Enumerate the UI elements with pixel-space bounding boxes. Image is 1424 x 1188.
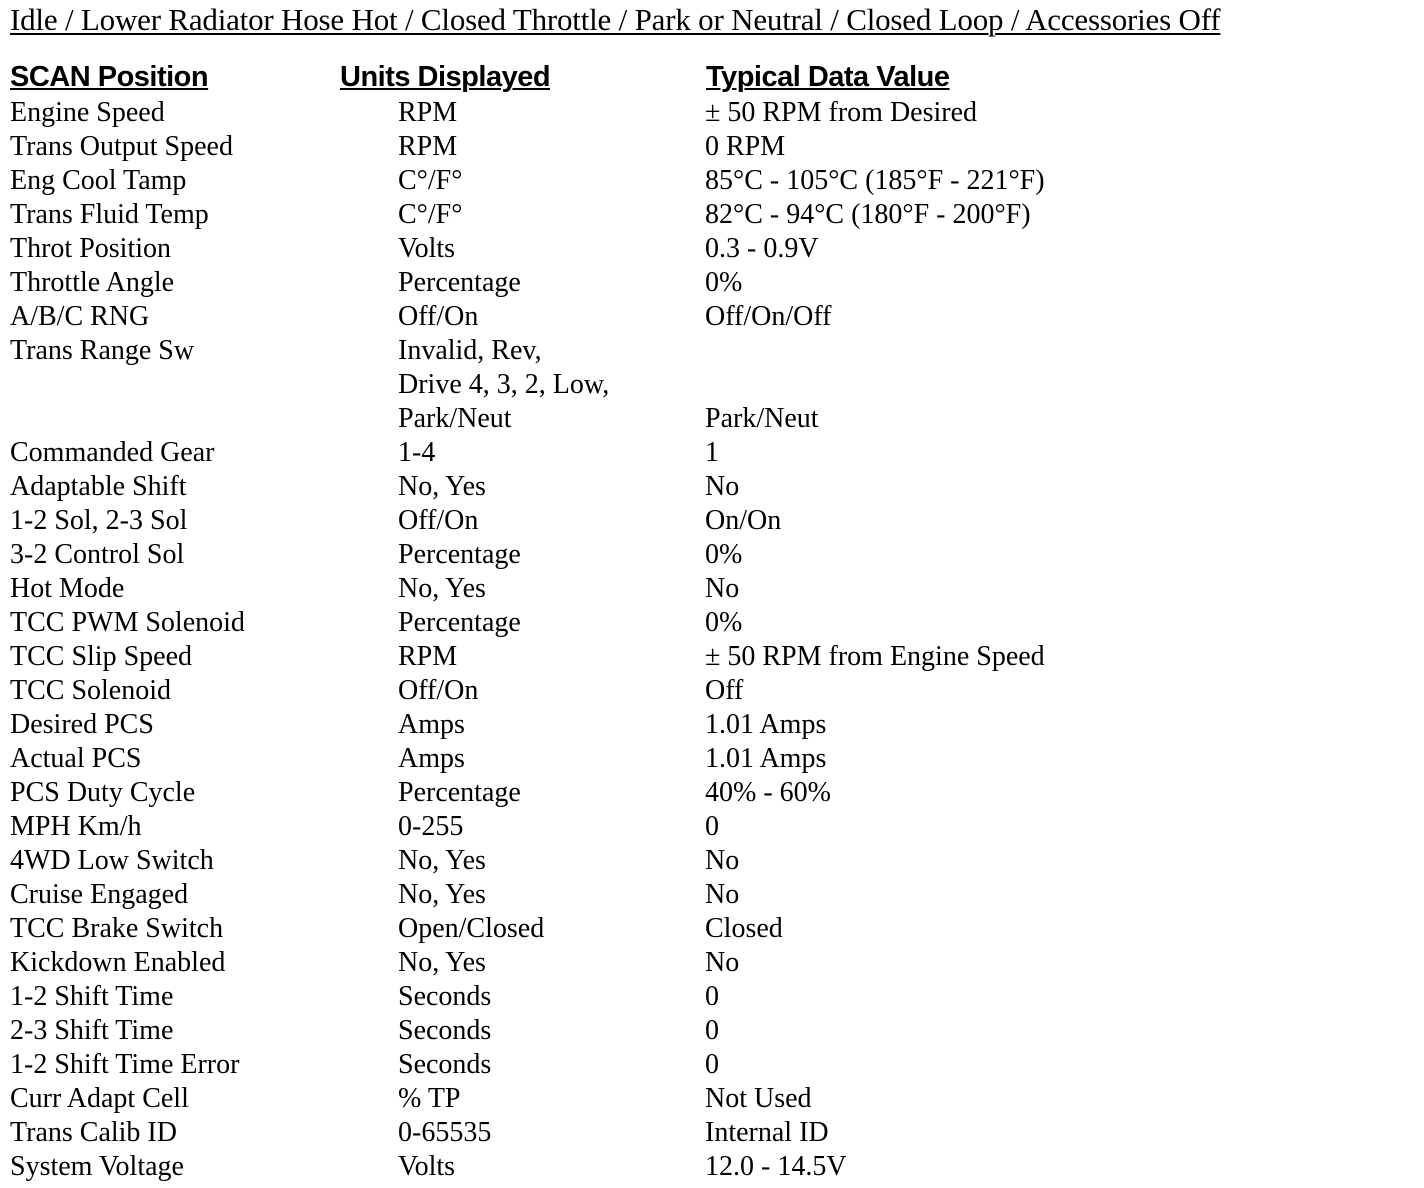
value-line: 1 <box>705 437 719 468</box>
value-line: 1.01 Amps <box>705 743 827 774</box>
units-displayed-cell <box>398 810 463 844</box>
units-displayed-cell <box>398 470 486 504</box>
units-displayed-cell <box>398 96 457 130</box>
table-row <box>0 1082 1424 1116</box>
units-displayed-cell <box>398 1082 461 1116</box>
value-line: Closed <box>705 913 783 944</box>
typical-data-value-cell <box>705 980 719 1014</box>
typical-data-value-cell <box>705 436 719 470</box>
value-line: Not Used <box>705 1083 812 1114</box>
value-line: Internal ID <box>705 1117 829 1148</box>
units-displayed-cell <box>398 946 486 980</box>
typical-data-value-cell <box>705 946 739 980</box>
units-line: Percentage <box>398 267 521 298</box>
units-displayed-cell <box>398 538 521 572</box>
table-row <box>0 742 1424 776</box>
value-line: 0 RPM <box>705 131 786 162</box>
units-line: Percentage <box>398 607 521 638</box>
units-line: C°/F° <box>398 165 463 196</box>
value-line <box>705 368 819 402</box>
units-displayed-cell <box>398 436 435 470</box>
units-line: 1-4 <box>398 437 436 468</box>
typical-data-value-cell <box>705 776 831 810</box>
scan-position-cell: 1-2 Shift Time <box>10 981 174 1012</box>
typical-data-value-cell <box>705 130 785 164</box>
value-line: No <box>705 947 740 978</box>
units-displayed-cell <box>398 1048 491 1082</box>
units-line: Seconds <box>398 981 492 1012</box>
table-row <box>0 606 1424 640</box>
units-line: Amps <box>398 743 465 774</box>
scan-position-cell: Kickdown Enabled <box>10 947 226 978</box>
header-units-displayed: Units Displayed <box>340 61 551 93</box>
units-line: No, Yes <box>398 879 486 910</box>
scan-position-cell: Eng Cool Tamp <box>10 165 187 196</box>
table-row <box>0 504 1424 538</box>
units-line: Off/On <box>398 505 479 536</box>
scan-position-cell: MPH Km/h <box>10 811 142 842</box>
scan-position-cell: TCC PWM Solenoid <box>10 607 245 638</box>
value-line: 0% <box>705 607 743 638</box>
typical-data-value-cell <box>705 1048 719 1082</box>
scan-position-cell: TCC Brake Switch <box>10 913 224 944</box>
table-row <box>0 334 1424 436</box>
scan-position-cell: Trans Calib ID <box>10 1117 177 1148</box>
scan-position-cell: TCC Solenoid <box>10 675 172 706</box>
typical-data-value-cell <box>705 470 739 504</box>
table-row <box>0 232 1424 266</box>
units-line: Drive 4, 3, 2, Low, <box>398 369 610 400</box>
typical-data-value-cell <box>705 640 1045 674</box>
units-line: Park/Neut <box>398 403 512 434</box>
units-displayed-cell <box>398 878 486 912</box>
units-line: Seconds <box>398 1015 492 1046</box>
units-displayed-cell <box>398 232 455 266</box>
typical-data-value-cell <box>705 708 826 742</box>
units-displayed-cell <box>398 504 478 538</box>
value-line: 85°C - 105°C (185°F - 221°F) <box>705 165 1045 196</box>
table-row <box>0 708 1424 742</box>
value-line: Off <box>705 675 744 706</box>
value-line: No <box>705 573 740 604</box>
scan-position-cell: Curr Adapt Cell <box>10 1083 189 1114</box>
scan-position-cell: 1-2 Sol, 2-3 Sol <box>10 505 188 536</box>
units-line: Volts <box>398 1151 456 1182</box>
units-displayed-cell <box>398 164 462 198</box>
value-line: 1.01 Amps <box>705 709 827 740</box>
value-line: No <box>705 845 740 876</box>
typical-data-value-cell <box>705 844 739 878</box>
value-line: ± 50 RPM from Desired <box>705 97 978 128</box>
scan-position-cell: Trans Fluid Temp <box>10 199 209 230</box>
scan-position-cell: Cruise Engaged <box>10 879 189 910</box>
typical-data-value-cell <box>705 334 819 436</box>
units-line: Off/On <box>398 301 479 332</box>
units-displayed-cell <box>398 266 521 300</box>
table-row <box>0 946 1424 980</box>
units-displayed-cell <box>398 606 521 640</box>
units-line: No, Yes <box>398 845 486 876</box>
value-line: On/On <box>705 505 782 536</box>
units-line: Volts <box>398 233 456 264</box>
table-row <box>0 300 1424 334</box>
scan-position-cell: Engine Speed <box>10 97 165 128</box>
table-row <box>0 96 1424 130</box>
table-row <box>0 810 1424 844</box>
table-row <box>0 844 1424 878</box>
units-line: Seconds <box>398 1049 492 1080</box>
value-line <box>705 334 819 368</box>
typical-data-value-cell <box>705 912 783 946</box>
table-row <box>0 1048 1424 1082</box>
typical-data-value-cell <box>705 1014 719 1048</box>
units-displayed-cell <box>398 130 457 164</box>
value-line: 0% <box>705 267 743 298</box>
typical-data-value-cell <box>705 164 1045 198</box>
table-row <box>0 198 1424 232</box>
scan-position-cell: 3-2 Control Sol <box>10 539 185 570</box>
scan-position-cell: Throttle Angle <box>10 267 175 298</box>
table-row <box>0 776 1424 810</box>
units-line: No, Yes <box>398 471 486 502</box>
page-title: Idle / Lower Radiator Hose Hot / Closed Throttle / Park or Neutral / Closed Loop / Accessories Off <box>10 2 1221 37</box>
scan-position-cell: Commanded Gear <box>10 437 215 468</box>
table-row <box>0 1116 1424 1150</box>
table-row <box>0 164 1424 198</box>
typical-data-value-cell <box>705 96 977 130</box>
table-row <box>0 878 1424 912</box>
units-displayed-cell <box>398 674 478 708</box>
scan-position-cell: 4WD Low Switch <box>10 845 214 876</box>
units-displayed-cell <box>398 1116 491 1150</box>
units-displayed-cell <box>398 980 491 1014</box>
table-row <box>0 1150 1424 1184</box>
typical-data-value-cell <box>705 1116 829 1150</box>
table-row <box>0 436 1424 470</box>
units-line: RPM <box>398 97 458 128</box>
scan-position-cell: TCC Slip Speed <box>10 641 193 672</box>
units-displayed-cell <box>398 198 462 232</box>
units-line: No, Yes <box>398 573 486 604</box>
units-displayed-cell <box>398 300 478 334</box>
units-line: 0-255 <box>398 811 464 842</box>
scan-position-cell: Trans Output Speed <box>10 131 233 162</box>
value-line: 40% - 60% <box>705 777 831 808</box>
typical-data-value-cell <box>705 572 739 606</box>
header-scan-position: SCAN Position <box>10 61 209 93</box>
typical-data-value-cell <box>705 266 742 300</box>
value-line: 82°C - 94°C (180°F - 200°F) <box>705 199 1031 230</box>
table-row <box>0 674 1424 708</box>
typical-data-value-cell <box>705 538 742 572</box>
units-displayed-cell <box>398 776 521 810</box>
value-line: 0 <box>705 1049 719 1080</box>
typical-data-value-cell <box>705 878 739 912</box>
units-line: Off/On <box>398 675 479 706</box>
units-line: Open/Closed <box>398 913 545 944</box>
units-line: C°/F° <box>398 199 463 230</box>
scan-position-cell: Throt Position <box>10 233 172 264</box>
units-displayed-cell <box>398 334 609 436</box>
value-line: 0.3 - 0.9V <box>705 233 819 264</box>
scan-position-cell: PCS Duty Cycle <box>10 777 196 808</box>
typical-data-value-cell <box>705 674 743 708</box>
value-line: No <box>705 471 740 502</box>
value-line: 12.0 - 14.5V <box>705 1151 847 1182</box>
units-line: RPM <box>398 641 458 672</box>
units-displayed-cell <box>398 1014 491 1048</box>
units-line: Percentage <box>398 539 521 570</box>
table-row <box>0 1014 1424 1048</box>
units-line: 0-65535 <box>398 1117 492 1148</box>
units-line: Percentage <box>398 777 521 808</box>
table-row <box>0 912 1424 946</box>
table-row <box>0 130 1424 164</box>
scan-position-cell: Hot Mode <box>10 573 125 604</box>
value-line: 0% <box>705 539 743 570</box>
units-displayed-cell <box>398 640 457 674</box>
scan-position-cell: Trans Range Sw <box>10 335 195 366</box>
value-line: No <box>705 879 740 910</box>
scan-position-cell: Desired PCS <box>10 709 154 740</box>
units-line: No, Yes <box>398 947 486 978</box>
scan-position-cell: Actual PCS <box>10 743 142 774</box>
scan-position-cell: A/B/C RNG <box>10 301 150 332</box>
value-line: 0 <box>705 1015 719 1046</box>
scan-position-cell: System Voltage <box>10 1151 184 1182</box>
table-row <box>0 640 1424 674</box>
units-line: Amps <box>398 709 465 740</box>
units-line: Invalid, Rev, <box>398 335 542 366</box>
table-row <box>0 572 1424 606</box>
units-displayed-cell <box>398 742 465 776</box>
typical-data-value-cell <box>705 232 819 266</box>
scan-position-cell: 2-3 Shift Time <box>10 1015 174 1046</box>
typical-data-value-cell <box>705 504 781 538</box>
scan-data-table <box>0 96 1424 1184</box>
scan-position-cell: Adaptable Shift <box>10 471 187 502</box>
table-row <box>0 538 1424 572</box>
typical-data-value-cell <box>705 742 826 776</box>
value-line: ± 50 RPM from Engine Speed <box>705 641 1045 672</box>
table-row <box>0 266 1424 300</box>
typical-data-value-cell <box>705 1150 847 1184</box>
units-displayed-cell <box>398 572 486 606</box>
value-line: Park/Neut <box>705 403 819 434</box>
typical-data-value-cell <box>705 810 719 844</box>
typical-data-value-cell <box>705 198 1031 232</box>
typical-data-value-cell <box>705 300 832 334</box>
value-line: Off/On/Off <box>705 301 832 332</box>
units-line: % TP <box>398 1083 461 1114</box>
header-typical-data-value: Typical Data Value <box>706 61 950 93</box>
table-row <box>0 470 1424 504</box>
units-displayed-cell <box>398 912 544 946</box>
units-line: RPM <box>398 131 458 162</box>
units-displayed-cell <box>398 1150 455 1184</box>
scan-position-cell: 1-2 Shift Time Error <box>10 1049 240 1080</box>
value-line: 0 <box>705 981 719 1012</box>
units-displayed-cell <box>398 708 465 742</box>
typical-data-value-cell <box>705 606 742 640</box>
typical-data-value-cell <box>705 1082 812 1116</box>
value-line: 0 <box>705 811 719 842</box>
units-displayed-cell <box>398 844 486 878</box>
table-row <box>0 980 1424 1014</box>
